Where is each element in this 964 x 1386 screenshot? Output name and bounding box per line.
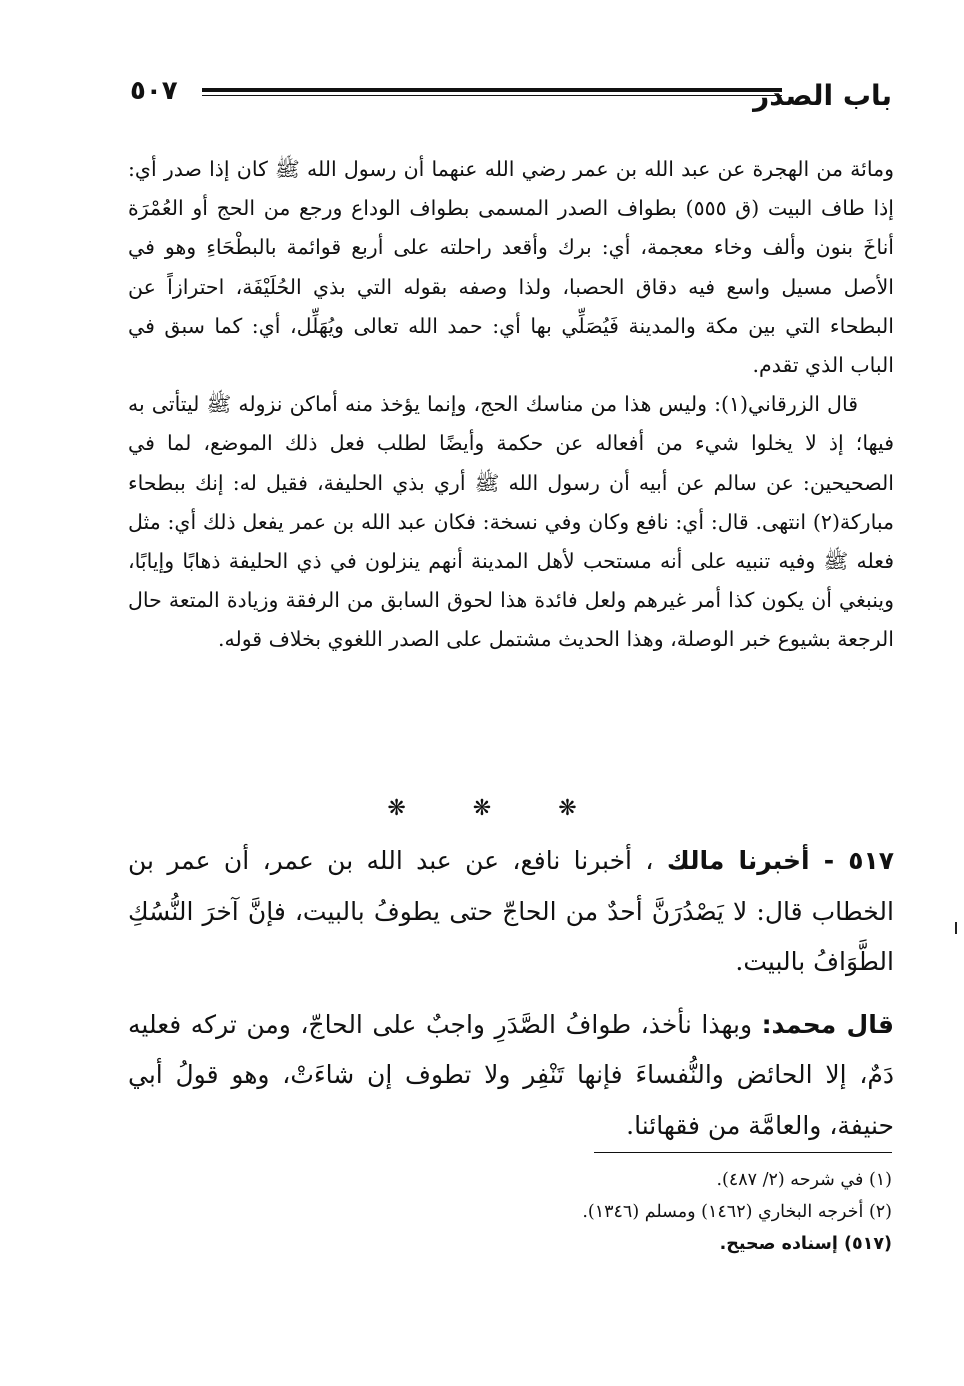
hadith-text bbox=[128, 836, 894, 988]
footnote-label: (١) bbox=[868, 1170, 892, 1190]
footnote-text: أخرجه البخاري (١٤٦٢) ومسلم (١٣٤٦). bbox=[582, 1202, 864, 1222]
scan-mark bbox=[955, 922, 957, 934]
hadith-comment bbox=[128, 1000, 894, 1152]
hadith-number: ٥١٧ - أخبرنا مالك bbox=[666, 846, 894, 875]
footnote-rule bbox=[594, 1152, 892, 1153]
footnote-label: (٥١٧) bbox=[843, 1234, 892, 1254]
commentary-text bbox=[128, 150, 894, 660]
header-rule bbox=[202, 88, 782, 96]
footnote bbox=[132, 1196, 892, 1228]
footnote-label: (٢) bbox=[868, 1202, 892, 1222]
footnote bbox=[132, 1228, 892, 1260]
comment-body: وبهذا نأخذ، طوافُ الصَّدَرِ واجبٌ على الحاجّ، ومن تركه فعليه دَمٌ، إلا الحائض والنُّفساءَ فإنها تَنْفِر ولا تطوف إن شاءَتْ، وهو قولُ أبي حنيفة، والعامَّة من فقهائنا. bbox=[128, 1009, 894, 1140]
hadith-block bbox=[128, 836, 894, 1151]
footnote-text: في شرحه (٢/ ٤٨٧). bbox=[716, 1170, 864, 1190]
footnotes bbox=[132, 1164, 892, 1260]
commentary-paragraph: ومائة من الهجرة عن عبد الله بن عمر رضي الله عنهما أن رسول الله ﷺ كان إذا صدر أي: إذا طاف البيت (ق ٥٥٥) بطواف الصدر المسمى بطواف الوداع ورجع من الحج أو العُمْرَة أناخَ بنون وألف وخاء معجمة، أي: برك وأقعد راحلته على أربع قوائمة بالبطْحَاءِ وهو في الأصل مسيل واسع فيه دقاق الحصبا، ولذا وصفه بقوله التي بذي الحُلَيْفَة، احترازاً عن البطحاء التي بين مكة والمدينة فَيُصَلِّي بها أي: حمد الله تعالى ويُهَلِّل، أي: كما سبق في الباب الذي تقدم. bbox=[128, 157, 894, 378]
hadith-body: ، أخبرنا نافع، عن عبد الله بن عمر، أن عمر بن الخطاب قال: لا يَصْدُرَنَّ أحدٌ من الحاجّ حتى يطوفُ بالبيت، فإنَّ آخرَ النُّسُكِ الطَّوَافُ بالبيت. bbox=[128, 846, 894, 976]
commentary-paragraph: قال الزرقاني(١): وليس هذا من مناسك الحج، وإنما يؤخذ منه أماكن نزوله ﷺ ليتأتى به فيها؛ إذ لا يخلوا شيء من أفعاله عن حكمة وأيضًا لطلب فعل ذلك الموضع، لما في الصحيحين: عن سالم عن أبيه أن رسول الله ﷺ أري بذي الحليفة، فقيل له: إنك ببطحاء مباركة(٢) انتهى. قال: أي: نافع وكان وفي نسخة: فكان عبد الله بن عمر يفعل ذلك أي: مثل فعله ﷺ وفيه تنبيه على أنه مستحب لأهل المدينة أنهم ينزلون في ذي الحليفة ذهابًا وإيابًا، وينبغي أن يكون كذا أمر غيرهم ولعل فائدة هذا لحوق السابق من الرفقة وزيادة المتعة حال الرجعة بشيوع خبر الوصلة، وهذا الحديث مشتمل على الصدر اللغوي بخلاف قوله. bbox=[128, 392, 894, 652]
chapter-title: باب الصدر bbox=[753, 79, 892, 112]
comment-label: قال محمد: bbox=[761, 1009, 894, 1039]
section-separator bbox=[0, 794, 964, 824]
page-number: ٥٠٧ bbox=[130, 76, 178, 106]
asterism-icon: ❋ bbox=[387, 796, 406, 821]
page-header bbox=[130, 72, 892, 116]
footnote-text: إسناده صحيح. bbox=[719, 1234, 838, 1254]
asterism-icon: ❋ bbox=[558, 796, 577, 821]
footnote bbox=[132, 1164, 892, 1196]
asterism-icon: ❋ bbox=[472, 796, 492, 821]
